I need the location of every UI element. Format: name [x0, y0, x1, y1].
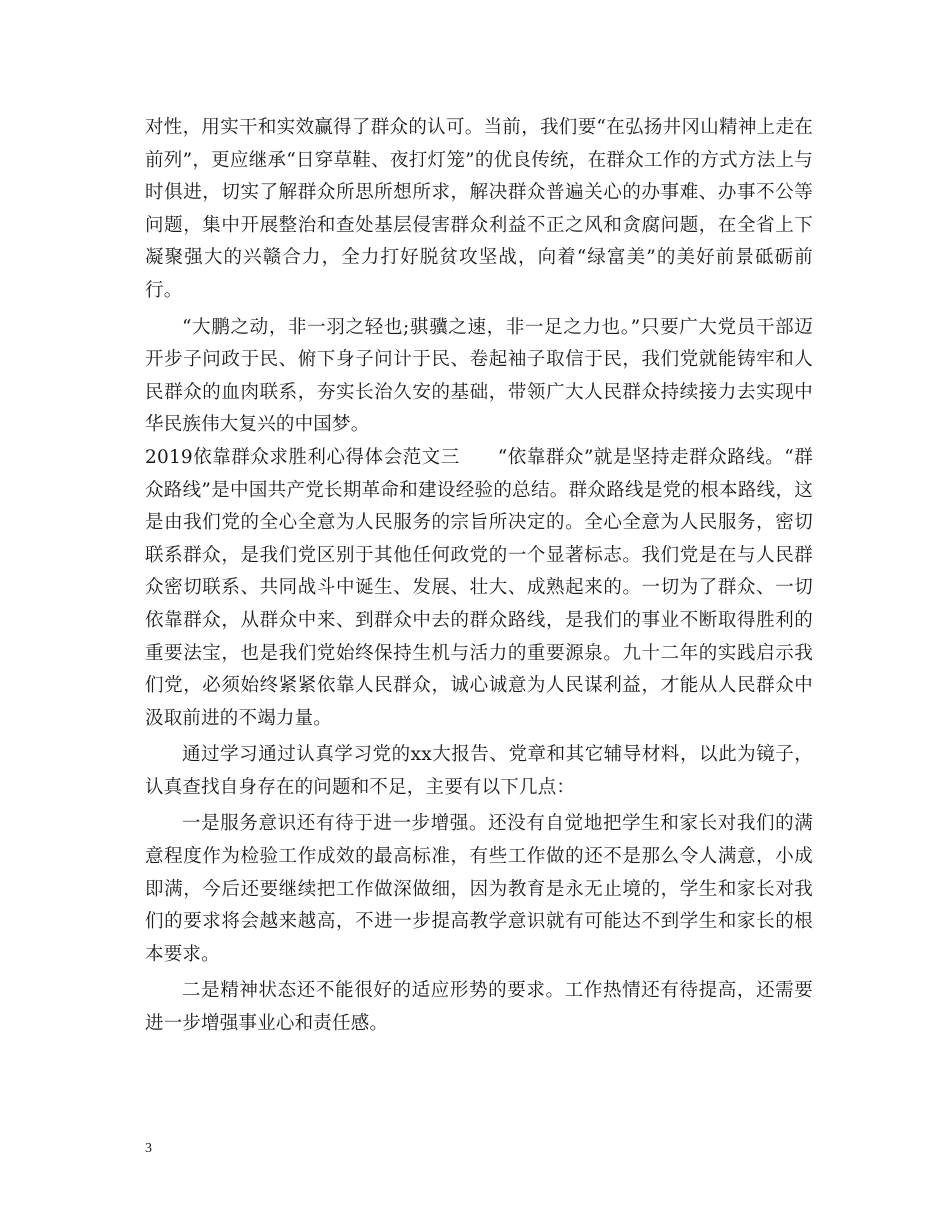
paragraph-continuation: 对性，用实干和实效赢得了群众的认可。当前，我们要“在弘扬井冈山精神上走在前列”，更应继承“日穿草鞋、夜打灯笼”的优良传统，在群众工作的方式方法上与时俱进，切实了解群众所思所想所求，解决群众普遍关心的办事难、办事不公等问题，集中开展整治和查处基层侵害群众利益不正之风和贪腐问题，在全省上下凝聚强大的兴赣合力，全力打好脱贫攻坚战，向着“绿富美”的美好前景砥砺前行。 — [145, 117, 813, 301]
paragraph-study: 通过学习通过认真学习党的xx大报告、党章和其它辅导材料，以此为镜子，认真查找自身存在的问题和不足，主要有以下几点： — [145, 744, 813, 798]
paragraph-section-three: 2019依靠群众求胜利心得体会范文三 “依靠群众”就是坚持走群众路线。“群众路线”是中国共产党长期革命和建设经验的总结。群众路线是党的根本路线，这是由我们党的全心全意为人民服务的宗旨所决定的。全心全意为人民服务，密切联系群众，是我们党区别于其他任何政党的一个显著标志。我们党是在与人民群众密切联系、共同战斗中诞生、发展、壮大、成熟起来的。一切为了群众、一切依靠群众，从群众中来、到群众中去的群众路线，是我们的事业不断取得胜利的重要法宝，也是我们党始终保持生机与活力的重要源泉。九十二年的实践启示我们党，必须始终紧紧依靠人民群众，诚心诚意为人民谋利益，才能从人民群众中汲取前进的不竭力量。 — [145, 446, 813, 729]
document-body — [145, 112, 813, 1041]
paragraph-point-one: 一是服务意识还有待于进一步增强。还没有自觉地把学生和家长对我们的满意程度作为检验工作成效的最高标准，有些工作做的还不是那么令人满意，小成即满，今后还要继续把工作做深做细，因为教育是永无止境的，学生和家长对我们的要求将会越来越高，不进一步提高教学意识就有可能达不到学生和家长的根本要求。 — [145, 813, 813, 965]
paragraph-point-two: 二是精神状态还不能很好的适应形势的要求。工作热情还有待提高，还需要进一步增强事业心和责任感。 — [145, 980, 813, 1035]
page-number: 3 — [145, 1141, 152, 1156]
paragraph-quote: “大鹏之动，非一羽之轻也;骐骥之速，非一足之力也。”只要广大党员干部迈开步子问政于民、俯下身子问计于民、卷起袖子取信于民，我们党就能铸牢和人民群众的血肉联系，夯实长治久安的基础，带领广大人民群众持续接力去实现中华民族伟大复兴的中国梦。 — [145, 316, 813, 436]
